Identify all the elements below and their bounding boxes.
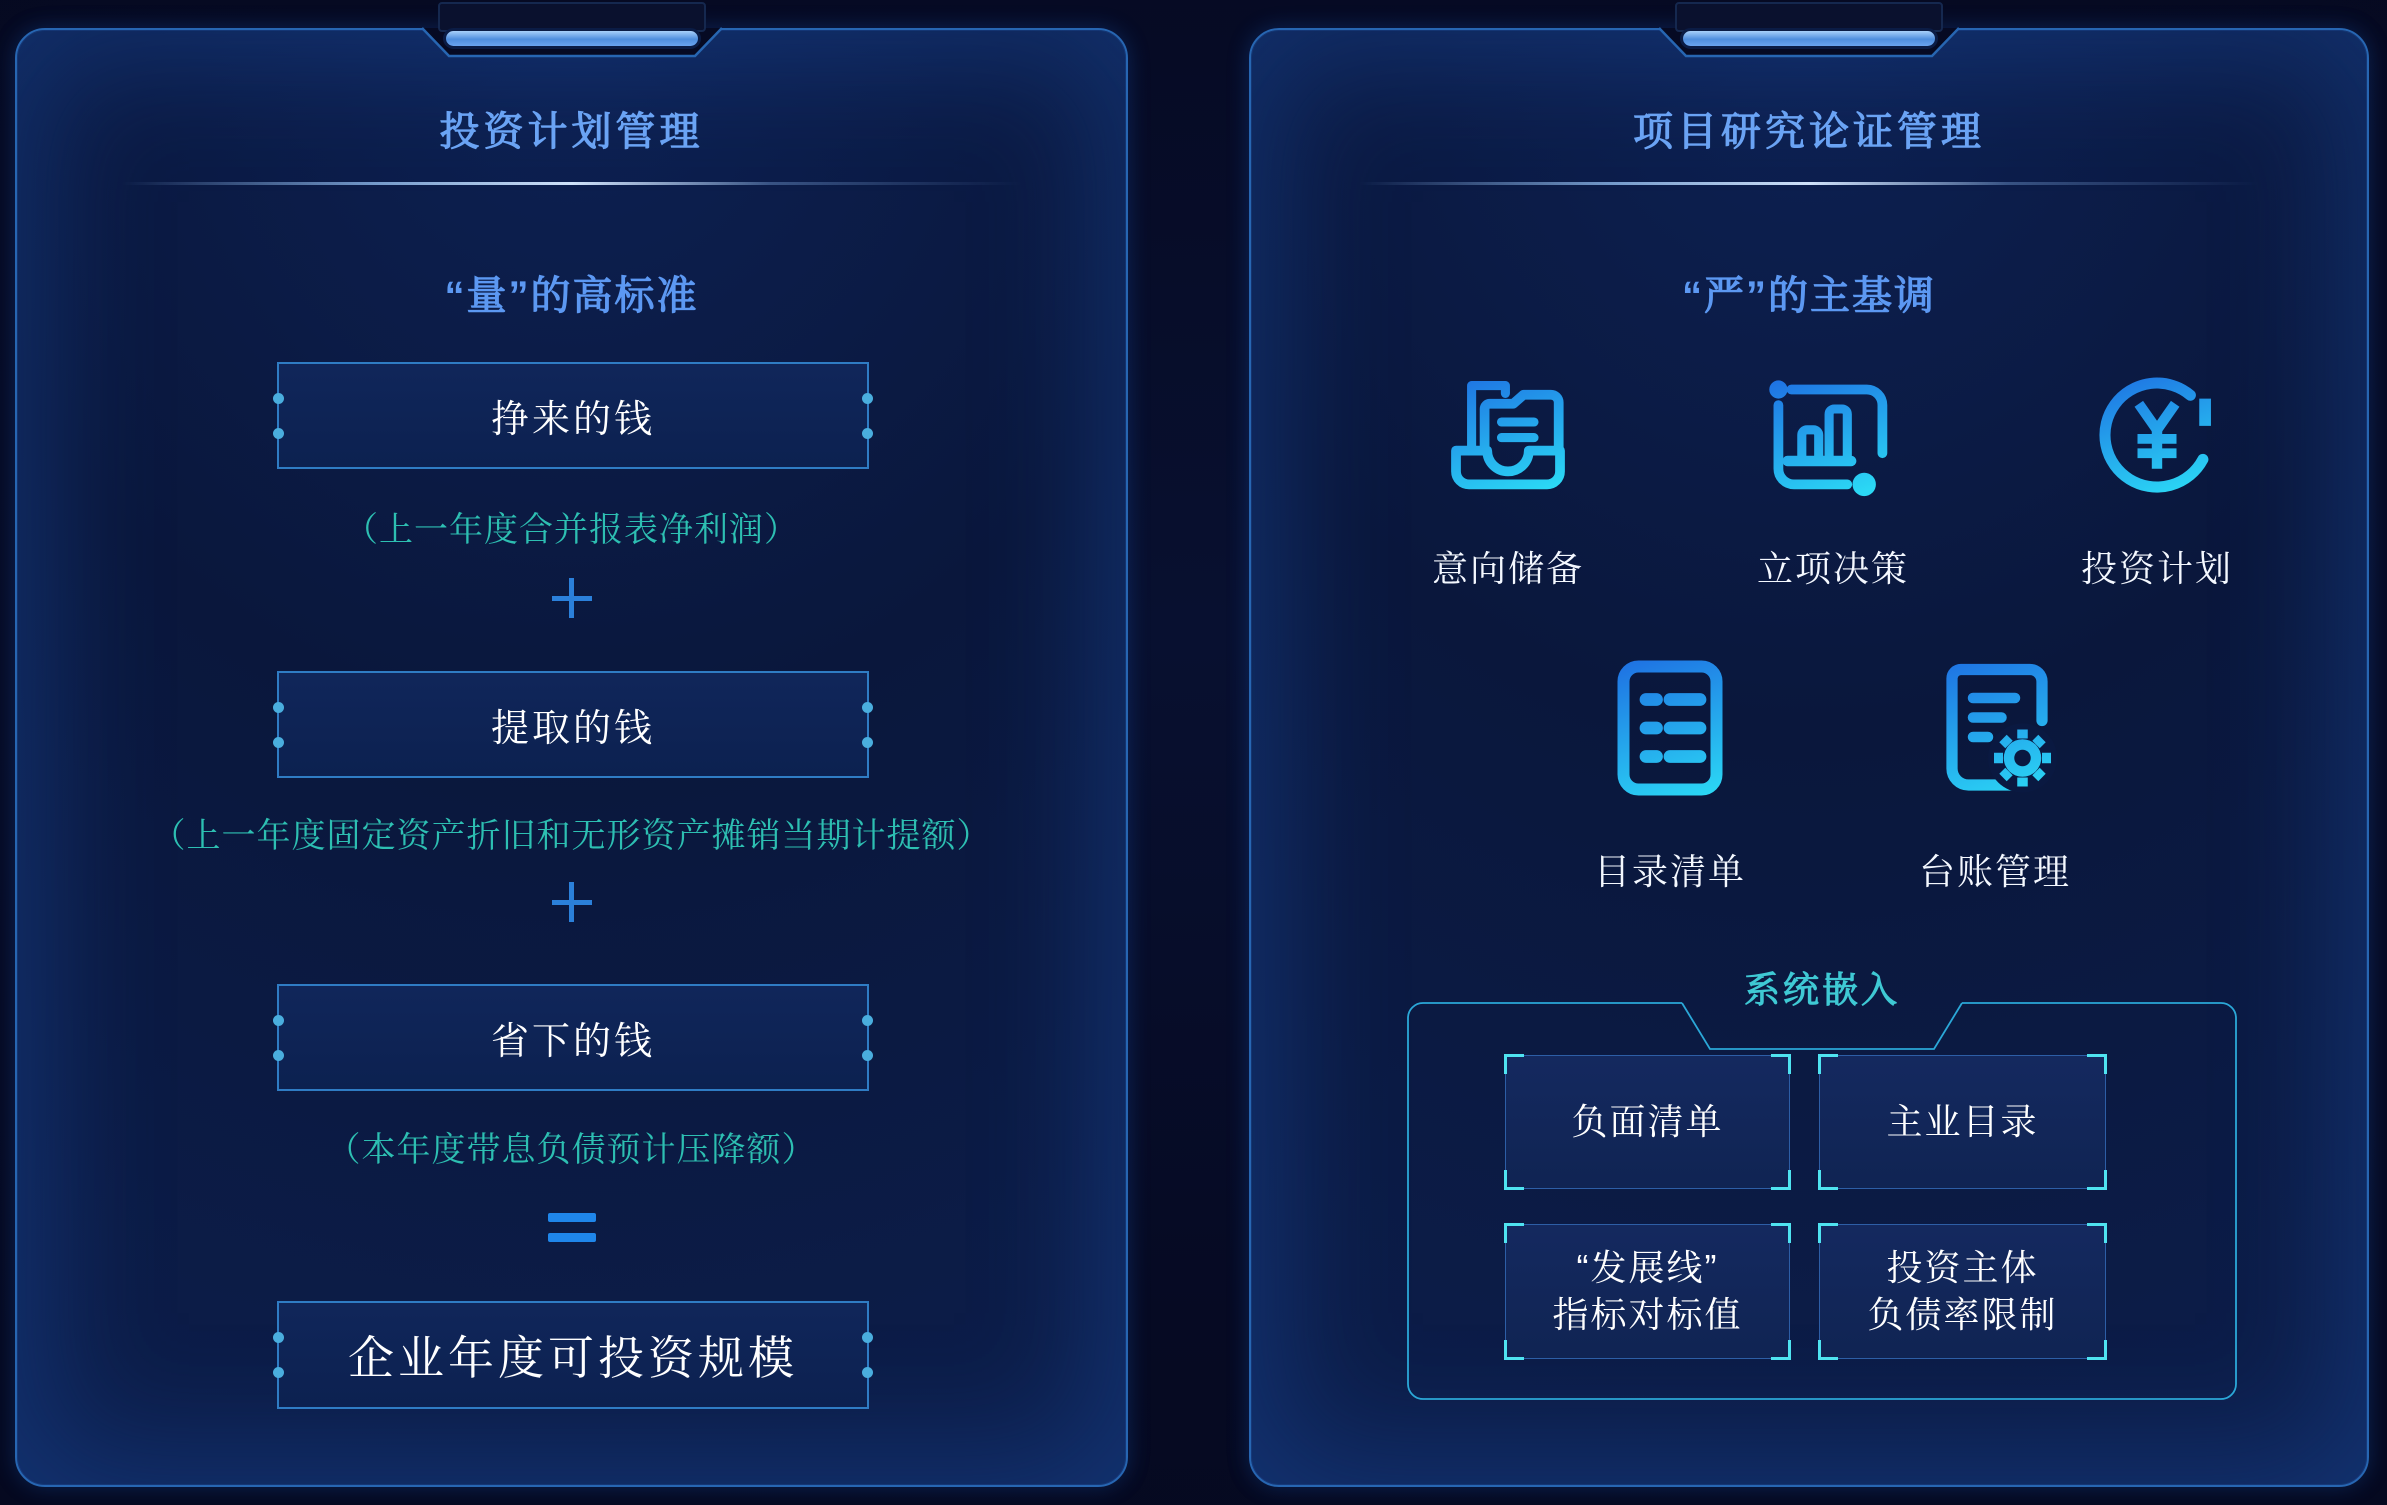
- step-box-saved-money: [277, 984, 869, 1091]
- result-box: [277, 1301, 869, 1409]
- section-subtitle: “严”的主基调: [1682, 274, 1936, 318]
- panel-handle-bar: [1680, 28, 1938, 49]
- ledger-gear-icon: [1928, 653, 2063, 803]
- yen-cycle-icon: [2091, 370, 2223, 500]
- bar-chart-icon: [1767, 370, 1899, 500]
- corner-bracket: [1771, 1170, 1791, 1190]
- corner-bracket: [1818, 1170, 1838, 1190]
- connector-dot: [273, 1332, 284, 1343]
- embed-item-development-line-benchmark: [1505, 1224, 1790, 1359]
- connector-dot: [273, 1367, 284, 1378]
- investment-plan-panel: [15, 28, 1128, 1487]
- step-label: 挣来的钱: [490, 399, 655, 441]
- embed-item-line: 主业目录: [1886, 1100, 2039, 1142]
- section-subtitle: “量”的高标准: [444, 274, 699, 318]
- corner-bracket: [1504, 1340, 1524, 1360]
- connector-dot: [862, 393, 873, 404]
- embed-section-title: 系统嵌入: [1743, 969, 1900, 1010]
- connector-dot: [862, 428, 873, 439]
- archive-folder-icon: [1442, 370, 1574, 500]
- result-label: 企业年度可投资规模: [348, 1332, 798, 1384]
- page-title: 投资计划管理: [439, 110, 704, 154]
- corner-bracket: [1818, 1340, 1838, 1360]
- corner-bracket: [1504, 1223, 1524, 1243]
- connector-dot: [273, 1015, 284, 1026]
- connector-dot: [862, 1332, 873, 1343]
- feature-label: 台账管理: [1918, 851, 2071, 892]
- embed-item-line: 投资主体: [1886, 1246, 2039, 1288]
- embed-item-debt-ratio-limit: [1819, 1224, 2106, 1359]
- project-research-panel: [1249, 28, 2369, 1487]
- embed-item-main-business-catalog: [1819, 1055, 2106, 1189]
- feature-intent-reserve: [1378, 370, 1638, 592]
- step-note: （上一年度合并报表净利润）: [344, 511, 799, 549]
- panel-handle-bar: [443, 28, 701, 49]
- connector-dot: [862, 1015, 873, 1026]
- connector-dot: [273, 702, 284, 713]
- system-embed-section: [1407, 969, 2237, 1400]
- title-divider: [1359, 182, 2259, 185]
- step-box-extracted-money: [277, 671, 869, 778]
- connector-dot: [273, 1050, 284, 1061]
- step-note: （本年度带息负债预计压降额）: [326, 1131, 817, 1169]
- connector-dot: [273, 393, 284, 404]
- embed-item-line: 指标对标值: [1552, 1293, 1743, 1335]
- connector-dot: [862, 702, 873, 713]
- page-title: 项目研究论证管理: [1633, 110, 1985, 154]
- embed-item-line: 负债率限制: [1867, 1293, 2058, 1335]
- corner-bracket: [1504, 1054, 1524, 1074]
- embed-item-line: “发展线”: [1576, 1246, 1719, 1288]
- feature-label: 立项决策: [1756, 548, 1909, 589]
- corner-bracket: [1771, 1340, 1791, 1360]
- connector-dot: [862, 1050, 873, 1061]
- corner-bracket: [1818, 1223, 1838, 1243]
- feature-label: 投资计划: [2080, 548, 2233, 589]
- connector-dot: [862, 737, 873, 748]
- step-note: （上一年度固定资产折旧和无形资产摊销当期计提额）: [151, 817, 992, 855]
- step-box-earned-money: [277, 362, 869, 469]
- list-icon: [1608, 653, 1732, 803]
- feature-ledger-management: [1865, 653, 2125, 895]
- connector-dot: [273, 428, 284, 439]
- step-label: 提取的钱: [490, 708, 655, 750]
- feature-label: 意向储备: [1431, 548, 1584, 589]
- equals-operator: [548, 1213, 596, 1243]
- corner-bracket: [2087, 1223, 2107, 1243]
- corner-bracket: [2087, 1170, 2107, 1190]
- corner-bracket: [1818, 1054, 1838, 1074]
- connector-dot: [273, 737, 284, 748]
- title-divider: [122, 182, 1022, 185]
- step-label: 省下的钱: [490, 1021, 655, 1063]
- feature-investment-plan: [2027, 370, 2287, 592]
- plus-operator: [552, 578, 592, 618]
- connector-dot: [862, 1367, 873, 1378]
- embed-item-negative-list: [1505, 1055, 1790, 1189]
- feature-project-decision: [1703, 370, 1963, 592]
- corner-bracket: [2087, 1054, 2107, 1074]
- feature-catalog-list: [1540, 653, 1800, 895]
- plus-operator: [552, 882, 592, 922]
- corner-bracket: [1771, 1054, 1791, 1074]
- corner-bracket: [2087, 1340, 2107, 1360]
- embed-item-line: 负面清单: [1571, 1100, 1724, 1142]
- corner-bracket: [1771, 1223, 1791, 1243]
- feature-label: 目录清单: [1593, 851, 1746, 892]
- corner-bracket: [1504, 1170, 1524, 1190]
